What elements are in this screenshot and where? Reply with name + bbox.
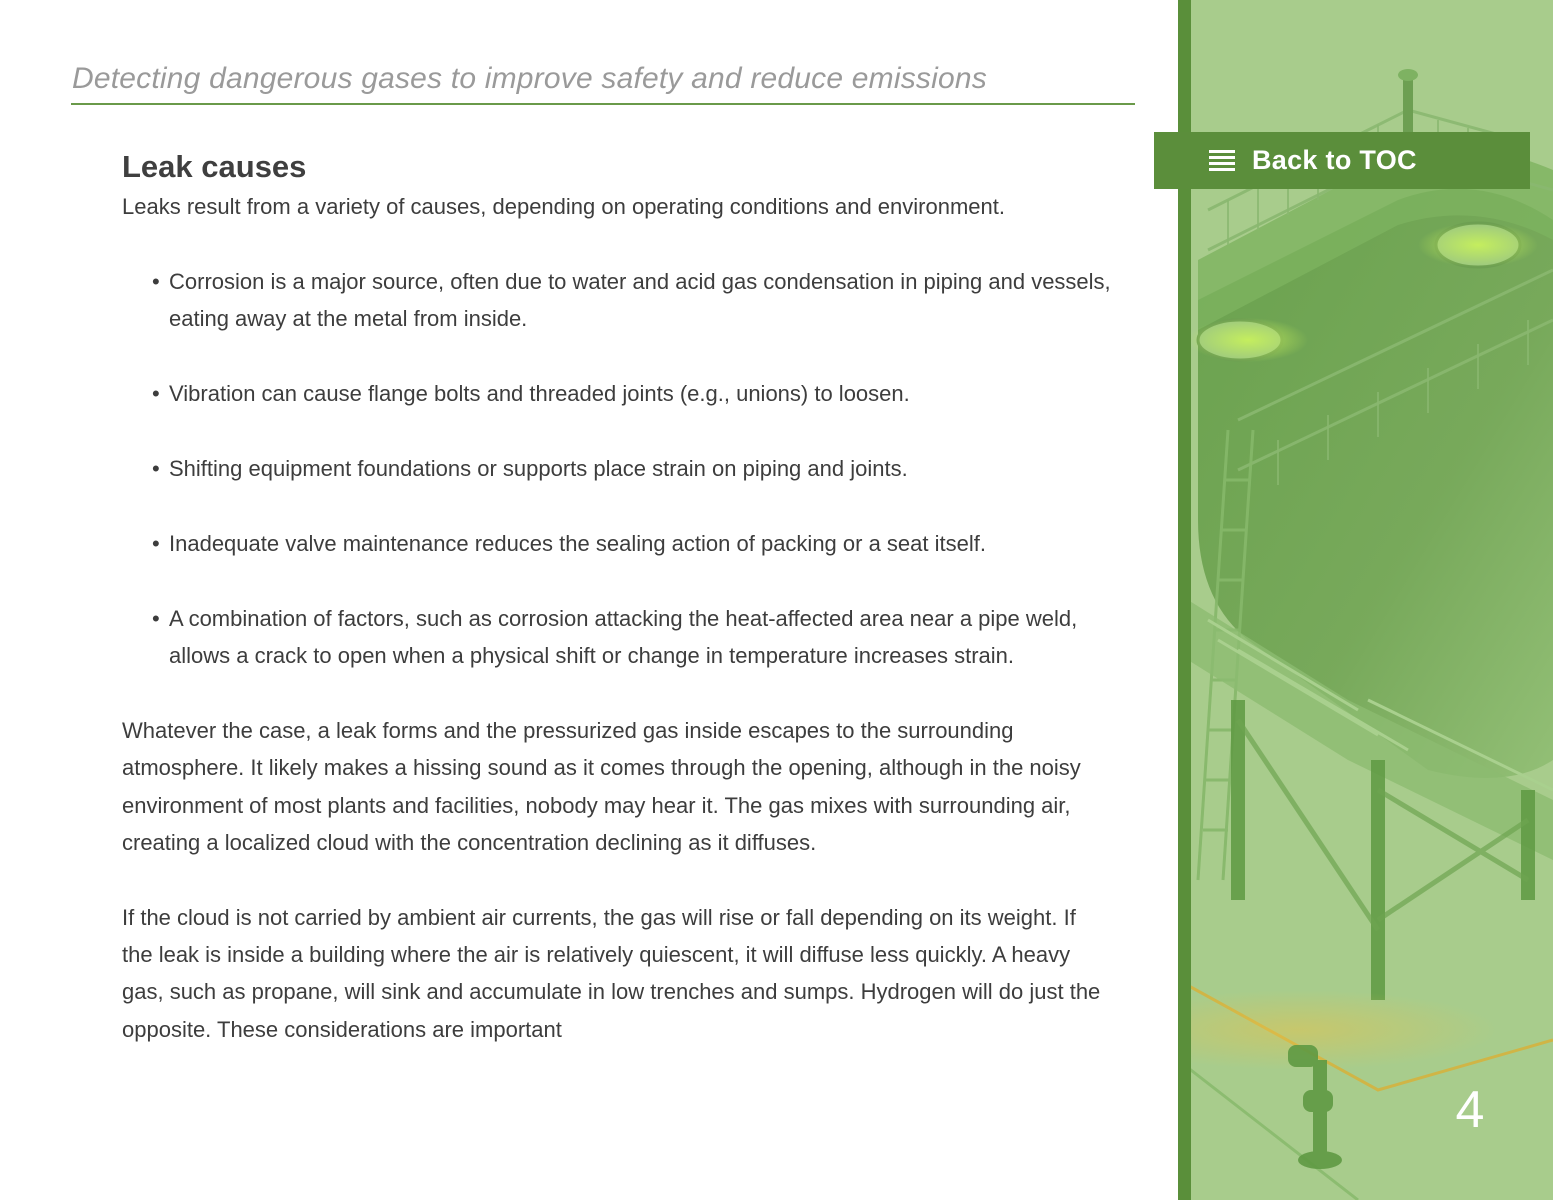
section-intro: Leaks result from a variety of causes, depending on operating conditions and environment. [122, 194, 1005, 219]
list-item: • Shifting equipment foundations or supports place strain on piping and joints. [122, 450, 1112, 487]
leak-causes-list [122, 263, 1112, 674]
list-item: • Inadequate valve maintenance reduces the sealing action of packing or a seat itself. [122, 525, 1112, 562]
list-item: • Vibration can cause flange bolts and threaded joints (e.g., unions) to loosen. [122, 375, 1112, 412]
section-title: Leak causes [122, 149, 307, 184]
list-item: • A combination of factors, such as corrosion attacking the heat-affected area near a pipe weld, allows a crack to open when a physical shift or change in temperature increases strain. [122, 600, 1112, 674]
back-to-toc-label: Back to TOC [1252, 145, 1417, 175]
main-content [122, 146, 1112, 1085]
header-divider [71, 103, 1135, 105]
body-paragraph: Whatever the case, a leak forms and the pressurized gas inside escapes to the surrounding atmosphere. It likely makes a hissing sound as it comes through the opening, although in the noisy environment of most plants and facilities, nobody may hear it. The gas mixes with surrounding air, creating a localized cloud with the concentration declining as it diffuses. [122, 718, 1081, 856]
list-item: • Corrosion is a major source, often due to water and acid gas condensation in piping and vessels, eating away at the metal from inside. [122, 263, 1112, 337]
back-to-toc-button[interactable] [1154, 132, 1530, 189]
page-header-title: Detecting dangerous gases to improve safety and reduce emissions [72, 62, 987, 95]
list-icon [1209, 150, 1235, 172]
page-number: 4 [1455, 1081, 1485, 1139]
body-paragraph: If the cloud is not carried by ambient air currents, the gas will rise or fall depending on its weight. If the leak is inside a building where the air is relatively quiescent, it will diffuse less quickly. A heavy gas, such as propane, will sink and accumulate in low trenches and sumps. Hydrogen will do just the opposite. These considerations are important [122, 904, 1101, 1042]
